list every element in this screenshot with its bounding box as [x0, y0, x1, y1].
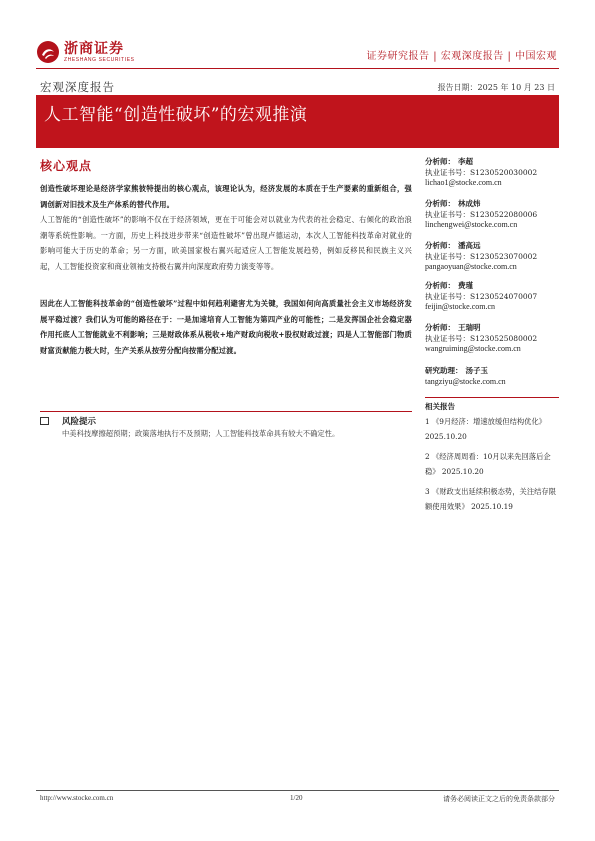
analyst-cert: 执业证书号：S1230523070002	[425, 251, 538, 261]
analyst-email[interactable]: feijin@stocke.com.cn	[425, 302, 496, 311]
analyst-email[interactable]: lichao1@stocke.com.cn	[425, 178, 502, 187]
analyst-cert: 执业证书号：S1230522080006	[425, 209, 538, 219]
related-divider	[425, 397, 559, 398]
analyst-cert: 执业证书号：S1230525080002	[425, 333, 538, 343]
analyst-name: 李超	[458, 157, 473, 166]
analyst-name: 费瑾	[458, 281, 473, 290]
core-views-heading: 核心观点	[40, 159, 93, 173]
analyst-card	[425, 199, 565, 231]
analyst-role: 分析师：	[425, 157, 455, 166]
analyst-role: 分析师：	[425, 323, 455, 332]
title-banner	[36, 95, 559, 148]
related-report-link[interactable]: 2 《经济周周看：10月以来先回落后企稳》 2025.10.20	[425, 452, 551, 476]
core-paragraph-3: 因此在人工智能科技革命的“创造性破坏”过程中如何趋利避害尤为关键，我国如何向高质量社会主义市场经济发展平稳过渡？我们认为可能的路径在于：一是加速培育人工智能为第四产业的可能性；二是发挥国企社会稳定器作用托底人工智能就业不利影响；三是财政体系从税收+地产财政向税收+股权财政过渡；四是人工智能部门物质财富贡献能力极大时，生产关系从按劳分配向按需分配过渡。	[40, 299, 412, 355]
related-report-link[interactable]: 1 《9月经济：增速放缓但结构优化》 2025.10.20	[425, 417, 547, 441]
core-paragraph-1: 创造性破坏理论是经济学家熊彼特提出的核心观点，该理论认为，经济发展的本质在于生产要素的重新组合，强调创新对旧技术及生产体系的替代作用。	[40, 184, 412, 209]
analyst-cert: 执业证书号：S1230520030002	[425, 167, 538, 177]
logo-name-en: ZHESHANG SECURITIES	[64, 56, 135, 63]
report-category-nav: 证券研究报告 | 宏观深度报告 | 中国宏观	[366, 51, 557, 62]
analyst-name: 汤子玉	[465, 366, 488, 375]
analyst-role: 分析师：	[425, 281, 455, 290]
analyst-name: 王瑞明	[458, 323, 481, 332]
report-title: 人工智能“创造性破坏”的宏观推演	[44, 105, 308, 125]
page-number: 1/20	[290, 794, 303, 802]
analyst-cert: 执业证书号：S1230524070007	[425, 291, 538, 301]
logo-icon	[36, 40, 60, 64]
report-type: 宏观深度报告	[40, 80, 115, 94]
footer-divider	[36, 790, 559, 791]
related-reports-list	[425, 414, 560, 519]
risk-title: 风险提示	[62, 417, 97, 427]
header-divider	[36, 68, 559, 69]
report-date: 报告日期：2025 年 10 月 23 日	[437, 83, 555, 92]
analyst-role: 研究助理：	[425, 366, 463, 375]
research-assistant-card	[425, 366, 565, 387]
risk-divider	[40, 411, 412, 412]
analyst-name: 潘高远	[458, 241, 481, 250]
analyst-email[interactable]: pangaoyuan@stocke.com.cn	[425, 262, 517, 271]
analyst-email[interactable]: tangziyu@stocke.com.cn	[425, 376, 506, 386]
checkbox-icon	[40, 417, 49, 425]
analyst-role: 分析师：	[425, 199, 455, 208]
analyst-card	[425, 241, 565, 273]
analyst-email[interactable]: wangruiming@stocke.com.cn	[425, 344, 521, 353]
analyst-card	[425, 323, 565, 355]
analyst-email[interactable]: linchengwei@stocke.com.cn	[425, 220, 518, 229]
analyst-role: 分析师：	[425, 241, 455, 250]
company-logo	[36, 40, 135, 64]
related-report-link[interactable]: 3 《财政支出延续积极态势，关注结存限额使用效果》 2025.10.19	[425, 487, 557, 511]
disclaimer-note: 请务必阅读正文之后的免责条款部分	[443, 795, 555, 803]
analyst-name: 林成炜	[458, 199, 481, 208]
analyst-card	[425, 157, 565, 189]
footer-website-link[interactable]: http://www.stocke.com.cn	[40, 794, 114, 802]
logo-name-cn: 浙商证券	[64, 40, 124, 57]
analyst-card	[425, 281, 565, 313]
core-paragraph-2: 人工智能的“创造性破坏”的影响不仅在于经济领域，更在于可能会对以就业为代表的社会稳定、右倾化的政治浪潮等系统性影响。一方面，历史上科技进步带来“创造性破坏”曾出现卢德运动，本次人工智能科技革命对就业的影响可能大于历史的革命；另一方面，欧美国家极右翼兴起适应人工智能发展趋势，例如反移民和民族主义兴起，人工智能投资家和商业领袖支持极右翼并向深度政府势力演变等等。	[40, 215, 412, 271]
risk-text: 中美科技摩擦超预期；政策落地执行不及预期；人工智能科技革命具有较大不确定性。	[62, 429, 340, 438]
related-reports-title: 相关报告	[425, 402, 455, 411]
